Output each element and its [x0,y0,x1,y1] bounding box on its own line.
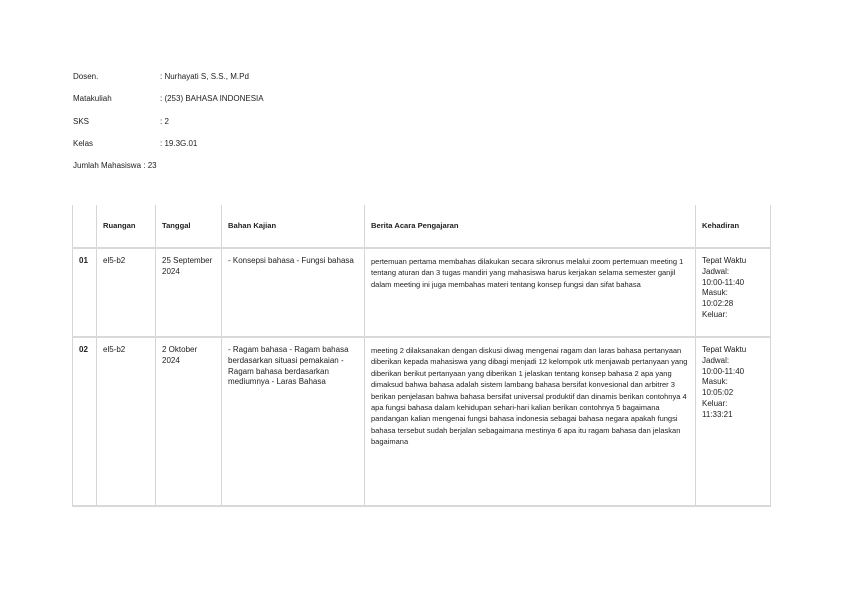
sks-label: SKS [73,116,90,126]
header-tanggal: Tanggal [156,205,222,248]
info-row-jumlah [73,161,157,183]
matakuliah-label: Matakuliah [73,94,112,104]
kehadiran-masuk-label: Masuk: [702,377,728,387]
kelas-value: : 19.3G.01 [160,138,198,148]
kehadiran-jadwal-value: 10:00-11:40 [702,277,745,287]
table-row [73,248,771,337]
kehadiran-masuk-label: Masuk: [702,288,728,298]
kehadiran-cell [696,248,771,337]
kehadiran-jadwal-label: Jadwal: [702,355,730,365]
kehadiran-masuk-value: 10:05:02 [702,388,734,398]
kehadiran-status: Tepat Waktu [702,345,747,354]
berita-acara-cell: meeting 2 dilaksanakan dengan diskusi diwag mengenai ragam dan laras bahasa pertanyaan diberikan kepada mahasiswa yang dibagi menjadi 12 kelompok utk menjawab pertanyaan yang diberikan berikut pertanyaan yang diberikan 1 jelaskan tentang konsep bahasa 2 apa yang dimaksud bahwa bahasa adalah sistem lambang bahasa bersifat konvesional dan arbitrer 3 berikan penjelasan bahwa bahasa bersifat universal produktif dan dinamis berikan contohnya 4 apa fungsi bahasa dalam kehidupan sehari-hari kalian berikan contohnya 5 bagaimana pandangan kalian mengenai fungsi bahasa indonesia sebagai bahasa negara apakah fungsi bahasa tersebut sudah berjalan sebagaimana mestinya 6 apa itu ragam bahasa dan jelaskan bagaimana [365,337,696,506]
dosen-value: : Nurhayati S, S.S., M.Pd [160,72,249,81]
jumlah-label: Jumlah Mahasiswa [73,161,142,171]
table-header-row [73,205,771,248]
info-row-sks [73,116,169,139]
kehadiran-keluar-label: Keluar: [702,309,728,319]
info-row-dosen [73,72,249,94]
header-berita-acara: Berita Acara Pengajaran [365,205,696,248]
kehadiran-keluar-label: Keluar: [702,398,728,408]
header-bahan-kajian: Bahan Kajian [222,205,365,248]
bahan-kajian-cell: - Ragam bahasa - Ragam bahasa berdasarkan situasi pemakaian - Ragam bahasa berdasarkan mediumnya - Laras Bahasa [222,337,365,506]
dosen-label: Dosen. [73,72,99,81]
ruangan-cell: el5-b2 [97,337,156,506]
tanggal-cell: 25 September 2024 [156,248,222,337]
row-number: 02 [73,337,97,506]
ruangan-cell: el5-b2 [97,248,156,337]
berita-acara-cell: pertemuan pertama membahas dilakukan secara sikronus melalui zoom pertemuan meeting 1 tentang aturan dan 3 tugas mandiri yang mahasiswa harus kerjakan selama semester ganjil dalam meeting ini juga membahas materi tentang konsep fungsi dan sifat bahasa [365,248,696,337]
tanggal-cell: 2 Oktober 2024 [156,337,222,506]
header-no [73,205,97,248]
kehadiran-cell [696,337,771,506]
kehadiran-status: Tepat Waktu [702,256,747,265]
attendance-table [72,205,771,507]
table-row [73,337,771,506]
kehadiran-keluar-value: 11:33:21 [702,409,733,419]
kehadiran-jadwal-label: Jadwal: [702,266,730,276]
info-row-kelas [73,138,198,161]
bahan-kajian-cell: - Konsepsi bahasa - Fungsi bahasa [222,248,365,337]
header-ruangan: Ruangan [97,205,156,248]
sks-value: : 2 [160,116,169,126]
info-row-matakuliah [73,94,264,116]
header-kehadiran: Kehadiran [696,205,771,248]
course-info [73,72,264,183]
kelas-label: Kelas [73,138,94,148]
kehadiran-masuk-value: 10:02:28 [702,299,734,309]
matakuliah-value: : (253) BAHASA INDONESIA [160,94,264,104]
row-number: 01 [73,248,97,337]
jumlah-value: : 23 [143,161,157,171]
kehadiran-jadwal-value: 10:00-11:40 [702,366,745,376]
